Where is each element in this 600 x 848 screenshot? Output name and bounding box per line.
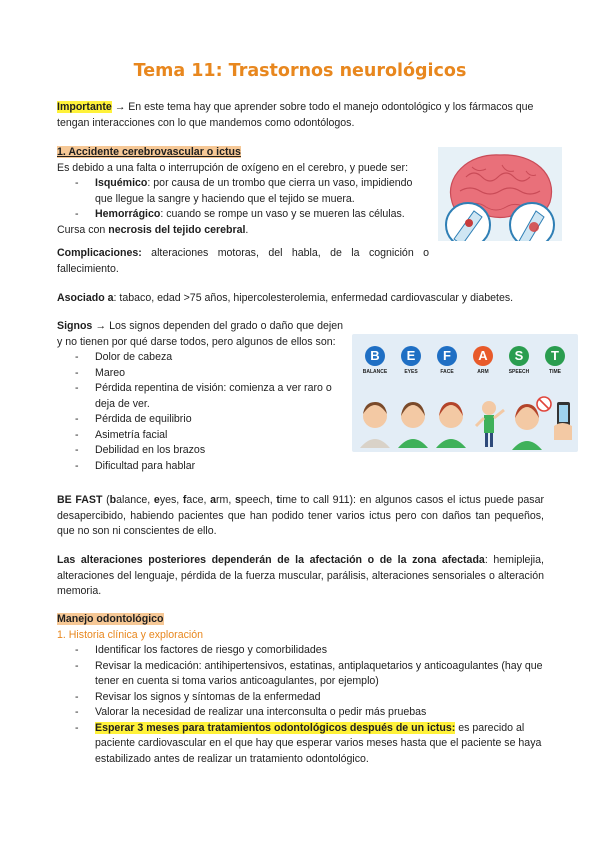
befast-cell — [394, 346, 428, 376]
befast-letter-b: B — [365, 346, 385, 366]
befast-cell — [538, 346, 572, 376]
page-title: Tema 11: Trastornos neurológicos — [133, 61, 467, 81]
befast-label: SPEECH — [508, 369, 530, 375]
list-item: - Pérdida repentina de visión: comienza a ver raro o deja de ver. — [57, 381, 343, 412]
management-section — [57, 612, 547, 767]
brain-image — [438, 147, 562, 241]
befast-letter-t: T — [545, 346, 565, 366]
brain-illustration — [438, 147, 562, 241]
management-subheading: 1. Historia clínica y exploración — [57, 628, 204, 641]
list-item: - Asimetría facial — [57, 428, 343, 444]
list-item: - Dolor de cabeza — [57, 350, 343, 366]
ictus-course: Cursa con necrosis del tejido cerebral. — [57, 223, 249, 236]
list-item: - Valorar la necesidad de realizar una interconsulta o pedir más pruebas — [57, 705, 547, 721]
list-item: - Debilidad en los brazos — [57, 443, 343, 459]
complications-paragraph: Complicaciones: alteraciones motoras, del habla, de la cognición o fallecimiento. — [57, 247, 429, 275]
list-item: - Revisar los signos y síntomas de la enfermedad — [57, 690, 547, 706]
signs-section — [57, 319, 343, 474]
intro-paragraph: Importante → En este tema hay que aprender sobre todo el manejo odontológico y los fármacos que tengan interacciones con lo que mandemos como odontólogos. — [57, 101, 534, 129]
list-item: - Pérdida de equilibrio — [57, 412, 343, 428]
section-heading-ictus: 1. Accidente cerebrovascular o ictus — [57, 146, 241, 158]
befast-letters — [352, 334, 578, 376]
befast-letter-f: F — [437, 346, 457, 366]
befast-illustration — [352, 334, 578, 452]
befast-label: EYES — [404, 369, 418, 375]
list-item: - Hemorrágico: cuando se rompe un vaso y se mueren las células. — [57, 207, 429, 223]
befast-paragraph: BE FAST (balance, eyes, face, arm, speech, time to call 911): en algunos casos el ictus puede pasar desapercibido, habiendo pacientes que han podido tener varios ictus pero con daños tan pequeños, que no son ni conscientes de ello. — [57, 494, 544, 537]
management-heading: Manejo odontológico — [57, 613, 164, 625]
signs-list — [57, 350, 343, 474]
section-ictus — [57, 145, 437, 238]
befast-letter-s: S — [509, 346, 529, 366]
ictus-intro: Es debido a una falta o interrupción de oxígeno en el cerebro, y puede ser: — [57, 161, 409, 174]
important-label: Importante — [57, 101, 112, 113]
befast-label: TIME — [549, 369, 561, 375]
management-list — [57, 643, 547, 767]
alterations-paragraph: Las alteraciones posteriores dependerán de la afectación o de la zona afectada: hemiplejia, alteraciones del lenguaje, pérdida de la fuerza muscular, parálisis, alteraciones sensoriales o alteración memoria. — [57, 554, 544, 597]
befast-cell — [466, 346, 500, 376]
befast-letter-a: A — [473, 346, 493, 366]
befast-label: ARM — [477, 369, 489, 375]
befast-people-image — [352, 386, 578, 452]
associated-paragraph: Asociado a: tabaco, edad >75 años, hipercolesterolemia, enfermedad cardiovascular y diabetes. — [57, 292, 514, 304]
list-item: - Identificar los factores de riesgo y comorbilidades — [57, 643, 547, 659]
intro-text: En este tema hay que aprender sobre todo el manejo odontológico y los fármacos que tengan interacciones con lo que mandemos como odontólogos. — [57, 101, 534, 129]
befast-label: FACE — [440, 369, 454, 375]
list-item: - Revisar la medicación: antihipertensivos, estatinas, antiplaquetarios y anticoagulantes (hay que tener en cuenta si toma varios anticoagulantes, por ejemplo) — [57, 659, 547, 690]
befast-cell — [358, 346, 392, 376]
ictus-types-list — [57, 176, 429, 223]
list-item: - Isquémico: por causa de un trombo que cierra un vaso, impidiendo que llegue la sangre y haciendo que el tejido se muera. — [57, 176, 429, 207]
befast-letter-e: E — [401, 346, 421, 366]
signs-intro: Signos → Los signos dependen del grado o daño que dejen y no tienen por qué darse todos, pero algunos de ellos son: — [57, 320, 344, 348]
befast-label: BALANCE — [362, 369, 388, 375]
befast-cell — [502, 346, 536, 376]
list-item: - Esperar 3 meses para tratamientos odontológicos después de un ictus: es parecido al paciente cardiovascular en el que hay que esperar varios meses hasta que el paciente se haya estabilizado antes de realizar un tratamiento odontológico. — [57, 721, 547, 768]
befast-cell — [430, 346, 464, 376]
list-item: - Mareo — [57, 366, 343, 382]
list-item: - Dificultad para hablar — [57, 459, 343, 475]
